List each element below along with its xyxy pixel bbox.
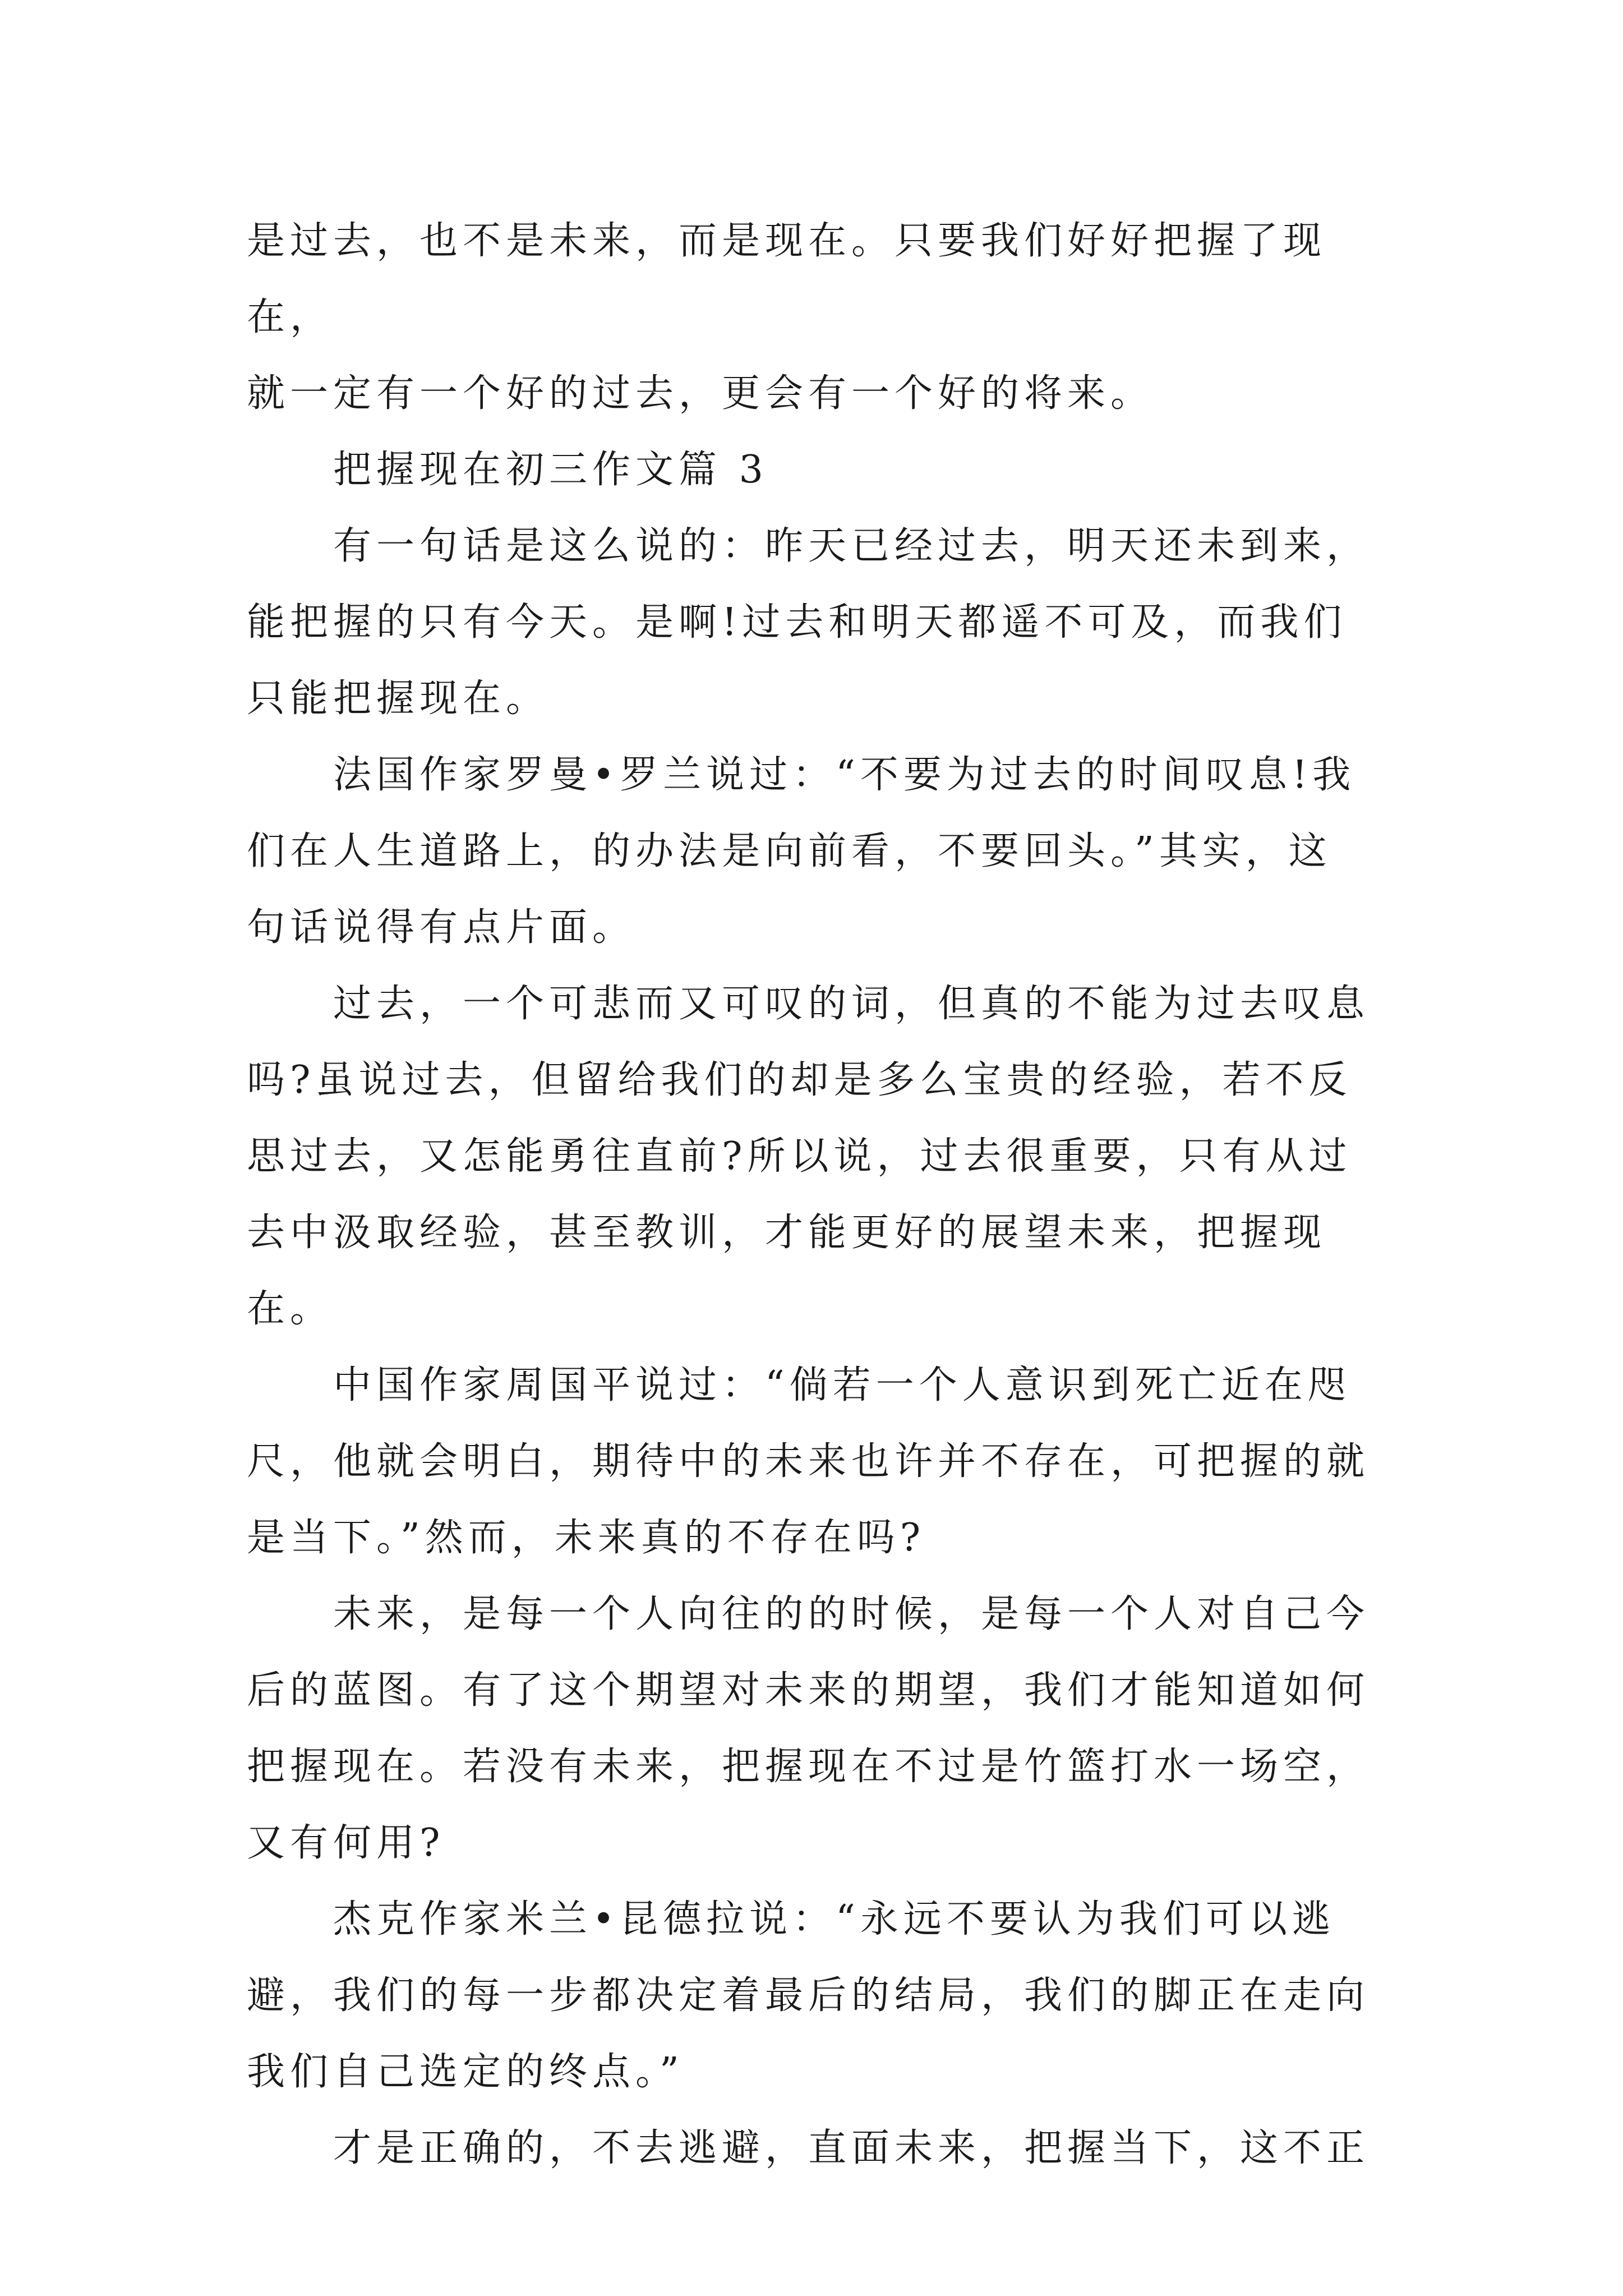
paragraph: 中国作家周国平说过：“倘若一个人意识到死亡近在咫 尺，他就会明白，期待中的未来也许并不存在，可把握的就 是当下。”然而，未来真的不存在吗? (247, 1363, 1370, 1560)
paragraph-continuation: 是过去，也不是未来，而是现在。只要我们好好把握了现在， 就一定有一个好的过去，更会有一个好的将来。 (247, 219, 1327, 416)
paragraph: 才是正确的，不去逃避，直面未来，把握当下，这不正 (247, 2126, 1370, 2170)
document-body (247, 203, 1391, 2187)
section-heading: 把握现在初三作文篇 3 (247, 448, 768, 492)
paragraph: 过去，一个可悲而又可叹的词，但真的不能为过去叹息 吗?虽说过去，但留给我们的却是多么宝贵的经验，若不反 思过去，又怎能勇往直前?所以说，过去很重要，只有从过 去中汲取经验，甚至教训，才能更好的展望未来，把握现在。 (247, 982, 1370, 1331)
paragraph: 法国作家罗曼•罗兰说过：“不要为过去的时间叹息!我 们在人生道路上，的办法是向前看，不要回头。”其实，这 句话说得有点片面。 (247, 753, 1356, 950)
paragraph: 未来，是每一个人向往的的时候，是每一个人对自己今 后的蓝图。有了这个期望对未来的期望，我们才能知道如何 把握现在。若没有未来，把握现在不过是竹篮打水一场空， 又有何用? (247, 1592, 1370, 1865)
paragraph: 杰克作家米兰•昆德拉说：“永远不要认为我们可以逃 避，我们的每一步都决定着最后的结局，我们的脚正在走向 我们自己选定的终点。” (247, 1897, 1370, 2094)
paragraph: 有一句话是这么说的：昨天已经过去，明天还未到来， 能把握的只有今天。是啊!过去和明天都遥不可及，而我们 只能把握现在。 (247, 524, 1370, 721)
